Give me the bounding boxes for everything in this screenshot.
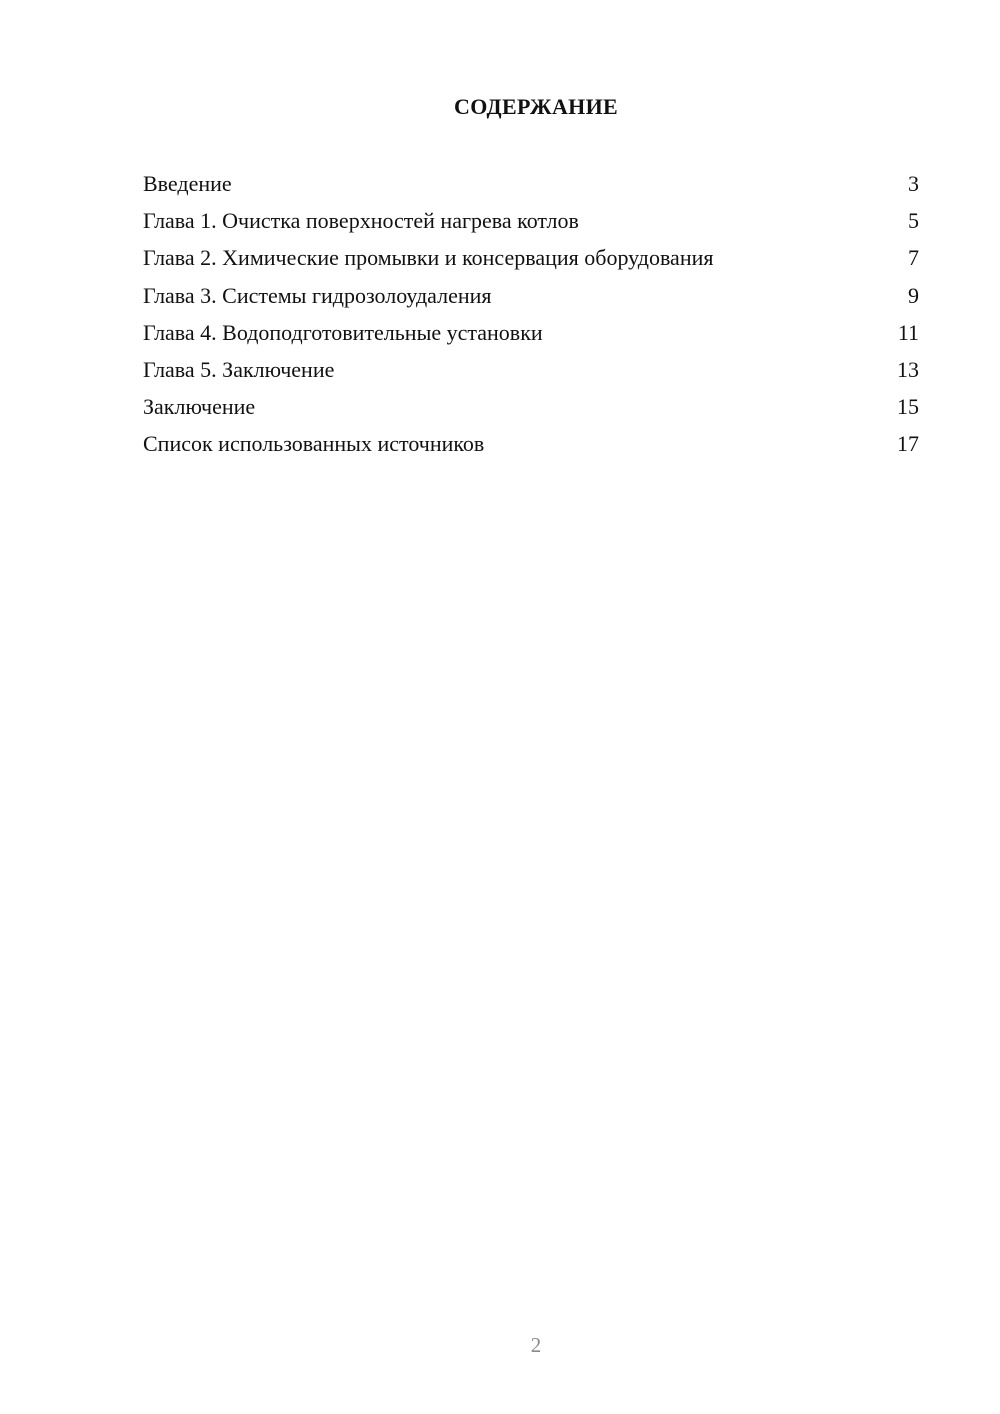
toc-item-chapter-4 [143,317,919,354]
toc-item-references [143,428,919,465]
toc-item-label: Введение [143,171,232,196]
toc-item-label: Глава 1. Очистка поверхностей нагрева котлов [143,208,579,234]
toc-item-introduction [143,168,919,205]
toc-item-page: 11 [897,319,919,345]
toc-item-label: Глава 3. Системы гидрозолоудаления [143,282,492,308]
toc-item-chapter-5 [143,354,919,391]
toc-item-page: 5 [908,208,919,234]
toc-item-conclusion [143,391,919,428]
toc-item-label: Заключение [143,394,256,420]
toc-item-page: 3 [908,171,919,196]
toc-item-label: Глава 5. Заключение [143,356,335,382]
toc-item-chapter-3 [143,280,919,317]
table-of-contents [143,168,919,466]
page-title: СОДЕРЖАНИЕ [454,94,618,119]
toc-item-label: Глава 2. Химические промывки и консервация оборудования [143,245,714,271]
toc-item-label: Глава 4. Водоподготовительные установки [143,319,543,345]
toc-item-page: 17 [897,431,919,457]
toc-item-page: 9 [908,282,919,308]
toc-item-page: 13 [897,356,919,382]
toc-item-page: 7 [908,245,919,271]
toc-item-label: Список использованных источников [143,431,485,457]
toc-item-page: 15 [897,394,919,420]
toc-item-chapter-2 [143,242,919,279]
page-number: 2 [530,1333,542,1357]
toc-item-chapter-1 [143,205,919,242]
